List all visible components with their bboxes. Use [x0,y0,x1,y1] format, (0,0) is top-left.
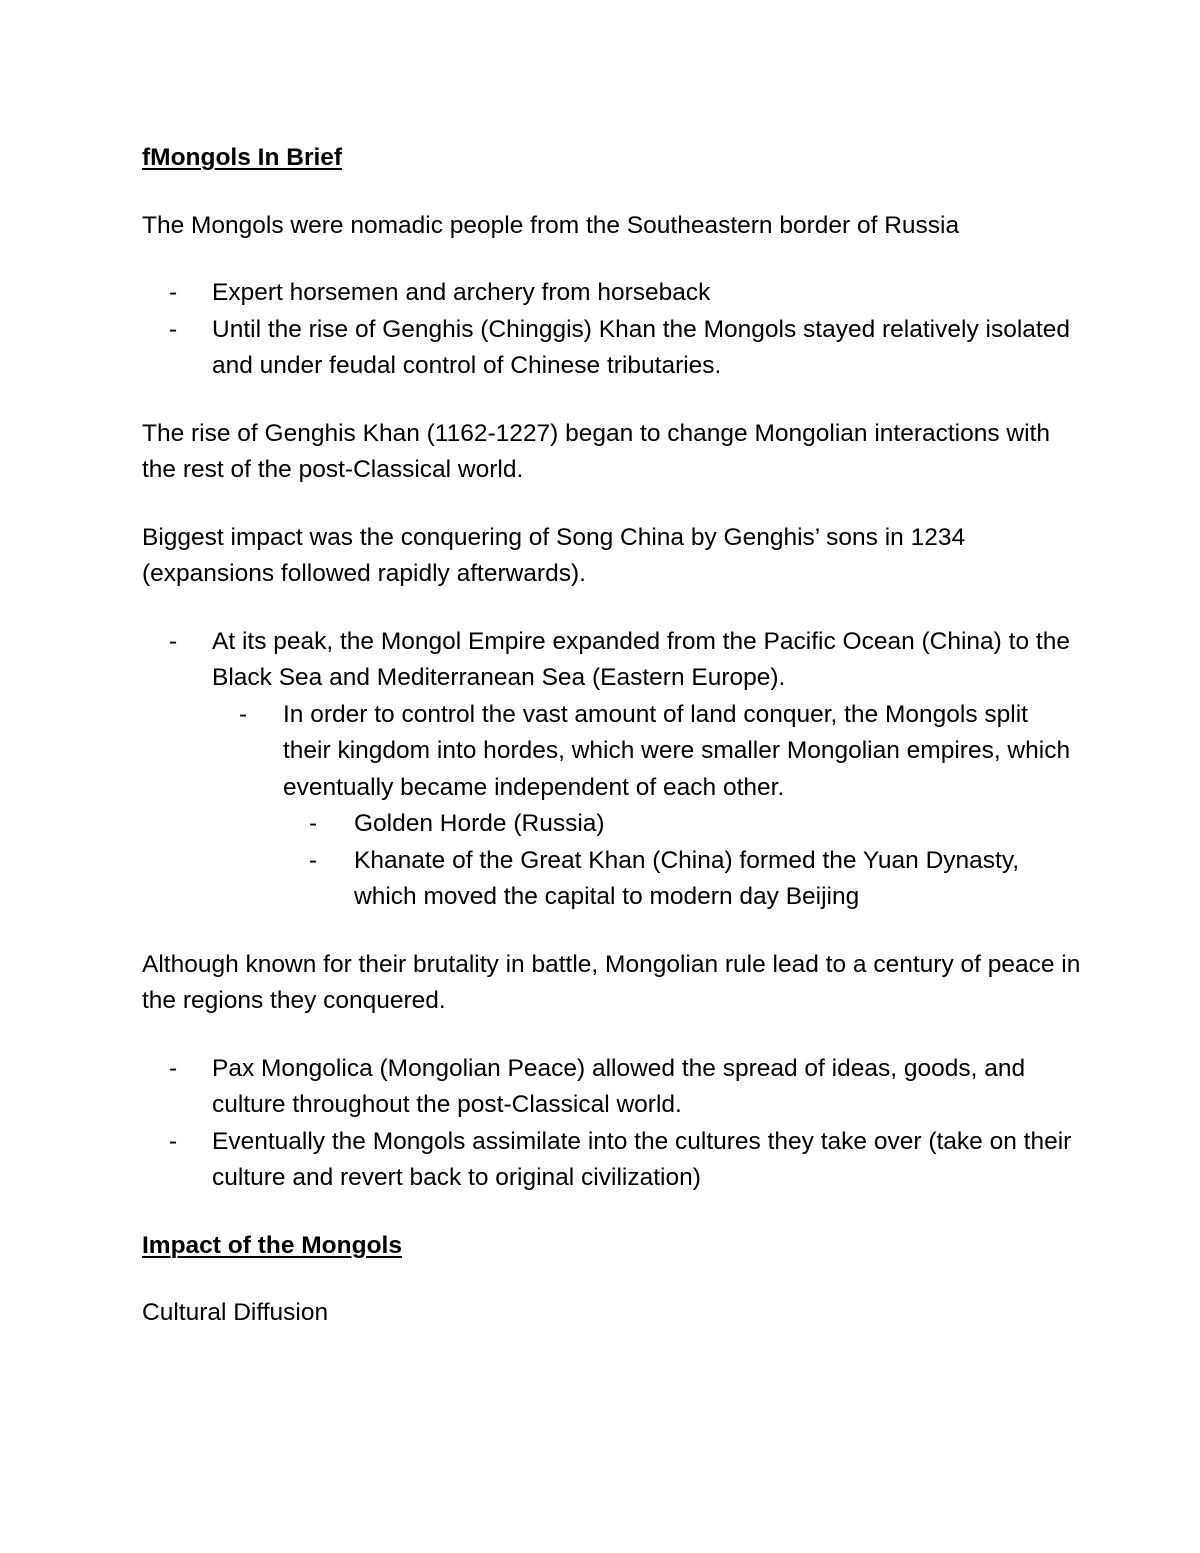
list-item-text: Until the rise of Genghis (Chinggis) Khan the Mongols stayed relatively isolated and under feudal control of Chinese tributaries. [212,315,1070,379]
bullet-dash: - [309,846,318,874]
bullet-list-2 [142,624,1082,916]
list-item [142,1124,1082,1197]
bullet-dash: - [309,810,318,837]
list-item [142,312,1082,385]
list-item-text: Eventually the Mongols assimilate into the cultures they take over (take on their culture and revert back to original civilization) [212,1127,1072,1191]
list-item-text: Pax Mongolica (Mongolian Peace) allowed the spread of ideas, goods, and culture throughout the post-Classical world. [212,1054,1026,1118]
section-heading-mongols-in-brief: fMongols In Brief [142,144,343,171]
list-item-text: Golden Horde (Russia) [354,810,605,837]
list-item [142,275,1082,312]
section-heading-impact-of-the-mongols: Impact of the Mongols [142,1231,402,1259]
paragraph-brutality: Although known for their brutality in battle, Mongolian rule lead to a century of peace in the regions they conquered. [142,950,1081,1014]
document-page [142,140,1082,1332]
paragraph-biggest-impact: Biggest impact was the conquering of Song China by Genghis’ sons in 1234 (expansions followed rapidly afterwards). [142,523,966,587]
list-item-text: Khanate of the Great Khan (China) formed the Yuan Dynasty, which moved the capital to modern day Beijing [354,846,1020,910]
bullet-dash: - [239,700,248,728]
paragraph-cultural-diffusion: Cultural Diffusion [142,1299,329,1326]
bullet-list-1 [142,275,1082,385]
paragraph-rise-of-genghis: The rise of Genghis Khan (1162-1227) began to change Mongolian interactions with the rest of the post-Classical world. [142,419,1050,483]
list-item-nested [142,843,1082,916]
list-item-text: Expert horsemen and archery from horseback [212,279,711,306]
bullet-dash: - [169,315,178,343]
bullet-dash: - [169,1127,178,1155]
list-item [142,1051,1082,1124]
list-item-nested [142,697,1082,807]
bullet-dash: - [169,1054,178,1082]
bullet-dash: - [169,627,178,655]
list-item-nested [142,806,1082,843]
paragraph-intro: The Mongols were nomadic people from the Southeastern border of Russia [142,211,960,239]
list-item-text: At its peak, the Mongol Empire expanded from the Pacific Ocean (China) to the Black Sea and Mediterranean Sea (Eastern Europe). [212,627,1070,691]
list-item-text: In order to control the vast amount of land conquer, the Mongols split their kingdom into hordes, which were smaller Mongolian empires, which eventually became independent of each other. [283,700,1071,801]
bullet-list-3 [142,1051,1082,1197]
bullet-dash: - [169,279,178,306]
list-item [142,624,1082,697]
